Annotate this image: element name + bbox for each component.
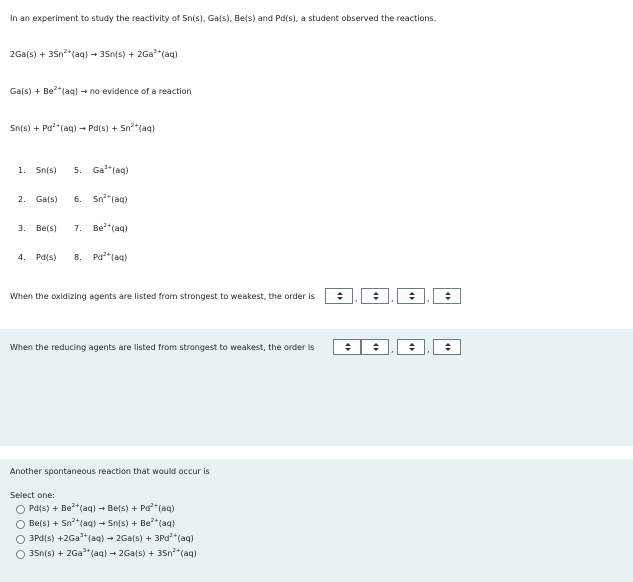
option-radio[interactable]	[16, 505, 25, 514]
option-label[interactable]: $Pd(s) + Be^{2+}(aq) \to Be(s) + Pd^{2+}(aq)$	[29, 503, 175, 513]
option-radio[interactable]	[16, 550, 25, 559]
oxidizing-prompt: When the oxidizing agents are listed from strongest to weakest, the order is	[10, 292, 315, 301]
oxidizing-select-3[interactable]	[397, 288, 425, 304]
separator: ,	[427, 294, 430, 303]
intro-text: In an experiment to study the reactivity of Sn(s), Ga(s), Be(s) and Pd(s), a student observed the reactions.	[10, 14, 437, 23]
reaction-1: $2Ga(s) + 3Sn^{2+}(aq) \to 3Sn(s) + 2Ga^{3+}(aq)$	[10, 49, 178, 59]
separator: ,	[391, 345, 394, 354]
species-row: 2. Ga(s) 6. $Sn^{2+}(aq)$	[18, 194, 128, 204]
reaction-3: $Sn(s) + Pd^{2+}(aq) \to Pd(s) + Sn^{2+}(aq)$	[10, 123, 155, 133]
separator: ,	[355, 294, 358, 303]
reducing-select-1[interactable]	[333, 339, 361, 355]
spontaneous-prompt: Another spontaneous reaction that would occur is	[10, 467, 210, 476]
reducing-select-2[interactable]	[361, 339, 389, 355]
separator: ,	[391, 294, 394, 303]
oxidizing-select-4[interactable]	[433, 288, 461, 304]
reducing-prompt: When the reducing agents are listed from strongest to weakest, the order is	[10, 343, 315, 352]
select-one-label: Select one:	[10, 491, 55, 500]
oxidizing-select-2[interactable]	[361, 288, 389, 304]
species-row: 1. Sn(s) 5. $Ga^{3+}(aq)$	[18, 165, 129, 175]
option-radio[interactable]	[16, 535, 25, 544]
species-row: 3. Be(s) 7. $Be^{2+}(aq)$	[18, 223, 128, 233]
reducing-select-3[interactable]	[397, 339, 425, 355]
option-label[interactable]: $3Pd(s) +2Ga^{3+}(aq) \to 2Ga(s) + 3Pd^{2+}(aq)$	[29, 533, 194, 543]
oxidizing-select-1[interactable]	[325, 288, 353, 304]
reducing-select-4[interactable]	[433, 339, 461, 355]
reaction-2: $Ga(s) + Be^{2+}(aq)$ → no evidence of a reaction	[10, 86, 192, 96]
spontaneous-question-panel	[0, 459, 633, 582]
option-radio[interactable]	[16, 520, 25, 529]
species-row: 4. Pd(s) 8. $Pd^{2+}(aq)$	[18, 252, 128, 262]
separator: ,	[427, 345, 430, 354]
reducing-question-panel	[0, 329, 633, 446]
option-label[interactable]: $Be(s) + Sn^{2+}(aq) \to Sn(s) + Be^{2+}(aq)$	[29, 518, 175, 528]
option-label[interactable]: $3Sn(s) + 2Ga^{3+}(aq) \to 2Ga(s) + 3Sn^{2+}(aq)$	[29, 548, 197, 558]
